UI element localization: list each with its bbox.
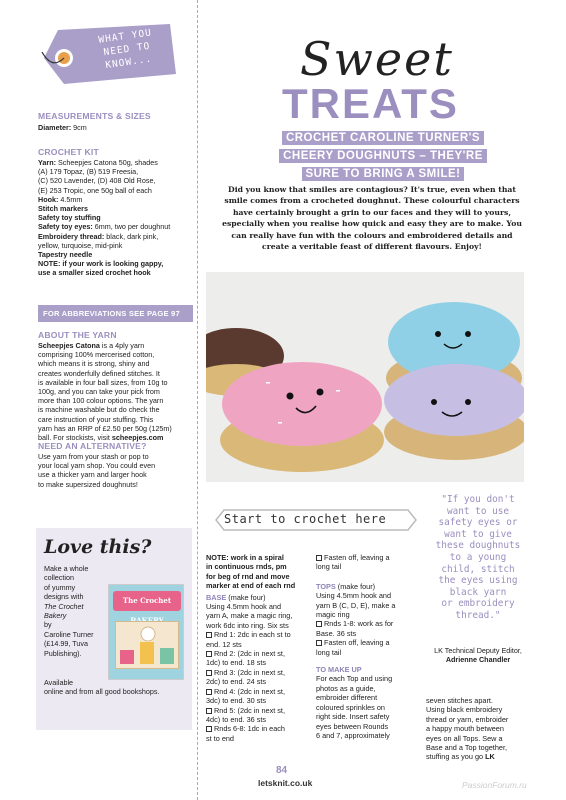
base-line: [206, 668, 306, 677]
yarn-text: creates wonderfully defined stitches. It: [38, 368, 160, 378]
kit-label: Tapestry needle: [38, 250, 93, 260]
quote-line: to a young: [449, 551, 507, 563]
kit-line: [38, 259, 188, 268]
checkbox-icon: [206, 670, 212, 676]
yarn-line: [38, 405, 188, 414]
note-line: marker at end of each rnd: [206, 581, 296, 591]
kit-text: black, dark pink,: [104, 231, 159, 241]
make-up-line: coloured sprinkles on: [316, 702, 385, 712]
make-up-line: [426, 724, 532, 733]
yarn-line: [38, 359, 188, 368]
book-cover-title: The Crochet: [113, 591, 181, 611]
yarn-text: which means it is strong, shiny and: [38, 359, 150, 369]
tops-instructions: [316, 591, 420, 657]
kit-label: use a smaller sized crochet hook: [38, 268, 151, 278]
kit-line: [38, 213, 188, 222]
checkbox-icon: [206, 689, 212, 695]
yarn-line: [38, 424, 188, 433]
love-this-availability: Available online and from all good bookshops.: [44, 678, 160, 697]
base-line-text: Rnd 4: (2dc in next st,: [214, 686, 285, 696]
yarn-text: comprising 100% mercerised cotton,: [38, 350, 155, 360]
page-number: 84: [276, 765, 288, 776]
crochet-kit-list: [38, 158, 188, 278]
quote-line: "If you don't: [441, 494, 515, 505]
checkbox-icon: [316, 555, 322, 561]
quote-attribution: LK Technical Deputy Editor, Adrienne Chandler: [434, 646, 522, 665]
kit-line: [38, 250, 188, 259]
yarn-name: Scheepjes Catona: [38, 341, 100, 350]
yarn-line: [38, 341, 188, 350]
kit-label: Yarn:: [38, 158, 56, 167]
base-line-text: Rnd 1: 2dc in each st to: [214, 630, 291, 640]
alt-line: Use yarn from your stash or pop to: [38, 452, 149, 461]
kit-label: Stitch markers: [38, 204, 88, 214]
yarn-text: is available in four ball sizes, from 10g to: [38, 377, 168, 387]
base-line-text: end. 12 sts: [206, 639, 242, 649]
base-line-text: work 6dc into ring. Six sts: [206, 620, 289, 630]
yarn-text: 100g, and you can take your pick from: [38, 387, 160, 397]
kit-line: [38, 195, 188, 204]
yarn-text: care instruction of your stuffing. This: [38, 414, 154, 424]
book-cover-shelf: [115, 621, 179, 669]
fasten-line: [316, 562, 420, 571]
tops-line-text: magic ring: [316, 610, 350, 620]
kit-line: [38, 232, 188, 241]
love-this-text: Make a whole collection of yummy designs with The Crochet Bakery by Caroline Turner (£14.99, Tuva Publishing).: [44, 564, 94, 658]
kit-text: (E) 253 Tropic, one 50g ball of each: [38, 185, 152, 195]
quote-line: child, stitch: [441, 563, 515, 575]
about-yarn-heading: ABOUT THE YARN: [38, 330, 117, 340]
quote-line: want to use: [446, 505, 510, 517]
yarn-line: [38, 350, 188, 359]
yarn-text: more than 100 colour options. The yarn: [38, 396, 164, 406]
subheading: CROCHET CAROLINE TURNER'S CHEERY DOUGHNUTS – THEY'RE SURE TO BRING A SMILE!: [258, 128, 508, 182]
love-this-box: [36, 528, 192, 730]
quote-line: black yarn: [449, 586, 507, 598]
lk-sign: LK: [485, 752, 495, 762]
fasten-line-text: Fasten off, leaving a: [324, 553, 390, 562]
base-line: [206, 611, 306, 620]
base-heading: BASE (make four): [206, 592, 266, 602]
yarn-line: [38, 378, 188, 387]
yarn-text: ball. For stockists, visit: [38, 433, 112, 443]
make-up-continued: [426, 696, 532, 762]
tops-line: [316, 648, 420, 657]
make-up-instructions: [316, 674, 420, 740]
tops-line-text: Base. 36 sts: [316, 628, 357, 638]
base-line-text: Rnd 2: (2dc in next st,: [214, 649, 285, 659]
make-up-line: eyes between Rounds: [316, 721, 389, 731]
fasten-line-text: long tail: [316, 562, 342, 572]
badge-text: WHAT YOU NEED TO KNOW...: [97, 27, 153, 72]
checkbox-icon: [206, 632, 212, 638]
fasten-off-base: [316, 553, 420, 572]
tops-line-text: Fasten off, leaving a: [324, 638, 390, 648]
pattern-column-2: [316, 553, 420, 740]
kit-text: (C) 520 Lavender, (D) 408 Old Rose,: [38, 176, 156, 186]
make-up-text: a happy mouth between: [426, 724, 504, 734]
base-line-text: Rnd 3: (2dc in next st,: [214, 667, 285, 677]
kit-label: Embroidery thread:: [38, 231, 105, 241]
base-line-text: 2dc) to end. 24 sts: [206, 677, 267, 687]
alt-line: use a thicker yarn and larger hook: [38, 470, 147, 480]
what-you-need-badge: [40, 22, 178, 88]
kit-line: [38, 222, 188, 231]
site-url[interactable]: letsknit.co.uk: [258, 778, 313, 788]
base-line-text: st to end: [206, 733, 234, 743]
make-up-text: Base and a Top together,: [426, 743, 508, 753]
base-line: [206, 696, 306, 705]
start-to-crochet-text: Start to crochet here: [224, 512, 387, 526]
kit-text: yellow, turquoise, mid-pink: [38, 240, 123, 250]
quote-line: want to give: [444, 528, 512, 540]
make-up-line: For each Top and using: [316, 674, 393, 684]
make-up-heading: TO MAKE UP: [316, 665, 362, 675]
note-line: in continuous rnds, pm: [206, 562, 287, 572]
alternative-text: [38, 452, 188, 489]
yarn-site-link: scheepjes.com: [111, 433, 164, 443]
column-divider: [197, 0, 198, 800]
doughnuts-photo: [206, 272, 524, 482]
kit-line: [38, 186, 188, 195]
doughnuts-illustration: [206, 272, 524, 482]
make-up-line: [426, 734, 532, 743]
crochet-kit-heading: CROCHET KIT: [38, 147, 99, 157]
fasten-line: [316, 553, 420, 562]
measurements-heading: MEASUREMENTS & SIZES: [38, 111, 151, 121]
make-up-line: [426, 696, 532, 705]
kit-label: Hook:: [38, 194, 59, 204]
yarn-text: is machine washable but do check the: [38, 405, 160, 415]
alt-line: to make supersized doughnuts!: [38, 479, 138, 489]
make-up-text: thread or yarn, embroider: [426, 714, 509, 724]
yarn-line: [38, 396, 188, 405]
yarn-text: is a 4ply yarn: [99, 341, 145, 350]
pattern-column-3: [426, 696, 532, 762]
make-up-line: [426, 705, 532, 714]
checkbox-icon: [316, 640, 322, 646]
checkbox-icon: [206, 708, 212, 714]
kit-label: Safety toy stuffing: [38, 213, 101, 223]
pull-quote: [424, 494, 532, 622]
base-line-text: 1dc) to end. 18 sts: [206, 658, 267, 668]
make-up-line: [426, 752, 532, 761]
diameter-line: Diameter: 9cm: [38, 123, 87, 132]
kit-text: (A) 179 Topaz, (B) 519 Freesia,: [38, 167, 139, 177]
yarn-line: [38, 369, 188, 378]
base-line-text: 3dc) to end. 30 sts: [206, 696, 267, 706]
kit-text: 4.5mm: [58, 194, 83, 204]
kit-line: [38, 158, 188, 167]
abbreviations-bar: FOR ABBREVIATIONS SEE PAGE 97: [38, 305, 193, 322]
about-yarn-text: [38, 341, 188, 442]
kit-text: Scheepjes Catona 50g, shades: [55, 158, 158, 167]
kit-line: [38, 268, 188, 277]
yarn-line: [38, 415, 188, 424]
base-line-text: Rnds 6-8: 1dc in each: [214, 724, 285, 734]
base-line: [206, 734, 306, 743]
alternative-heading: NEED AN ALTERNATIVE?: [38, 441, 147, 451]
tops-line-text: Using 4.5mm hook and: [316, 591, 392, 601]
watermark: PassionForum.ru: [462, 780, 527, 790]
yarn-text: yarn has an RRP of £2.50 per 50g (125m): [38, 423, 172, 433]
kit-label: Safety toy eyes:: [38, 222, 93, 232]
kit-line: [38, 204, 188, 213]
quote-line: safety eyes or: [438, 517, 518, 529]
title-treats: TREATS: [282, 80, 459, 127]
checkbox-icon: [316, 621, 322, 627]
yarn-line: [38, 387, 188, 396]
alt-line: your local yarn shop. You could even: [38, 461, 156, 471]
base-line: [206, 630, 306, 639]
make-up-text: stuffing as you go: [426, 752, 486, 762]
tops-heading: TOPS (make four): [316, 581, 376, 591]
love-this-title: Love this?: [44, 536, 152, 558]
base-line-text: 4dc) to end. 36 sts: [206, 714, 267, 724]
quote-line: or embroidery: [441, 598, 515, 610]
base-line: [206, 649, 306, 658]
base-line: [206, 706, 306, 715]
make-up-line: right side. Insert safety: [316, 712, 390, 722]
base-line: [206, 621, 306, 630]
kit-text: 6mm, two per doughnut: [92, 222, 171, 232]
pattern-column-1: [206, 553, 306, 743]
base-line: [206, 715, 306, 724]
checkbox-icon: [206, 726, 212, 732]
tops-line: [316, 610, 420, 619]
note-line: NOTE: work in a spiral: [206, 553, 284, 562]
base-line: [206, 724, 306, 733]
base-line: [206, 658, 306, 667]
note-line: for beg of rnd and move: [206, 571, 290, 581]
kit-line: [38, 241, 188, 250]
base-instructions: [206, 602, 306, 743]
quote-line: these doughnuts: [435, 540, 521, 552]
tops-line: [316, 629, 420, 638]
tops-line-text: Rnds 1-8: work as for: [324, 619, 394, 629]
make-up-text: eyes on all Tops. Sew a: [426, 733, 503, 743]
kit-label: NOTE: if your work is looking gappy,: [38, 259, 164, 269]
base-line: [206, 602, 306, 611]
tops-line-text: long tail: [316, 647, 342, 657]
intro-paragraph: Did you know that smiles are contagious? It's true, even when that smile comes from a crocheted doughnut. These colourful characters have certainly brought a grin to our faces and they will to yours, especially when you realise how quick and easy they are to make. You can really have fun with the colours and embroidered details and create a veritable feast of different flavours. Enjoy!: [222, 185, 522, 252]
make-up-line: embroider different: [316, 693, 378, 703]
base-line: [206, 677, 306, 686]
kit-line: [38, 176, 188, 185]
kit-line: [38, 167, 188, 176]
tops-line: [316, 601, 420, 610]
base-line: [206, 640, 306, 649]
make-up-line: 6 and 7, approximately: [316, 730, 390, 740]
cake-shelf-icon: [116, 622, 180, 670]
quote-line: thread.": [455, 609, 501, 621]
make-up-text: seven stitches apart.: [426, 696, 493, 705]
spiral-note: [206, 553, 306, 591]
base-line-text: Rnd 5: (2dc in next st,: [214, 705, 285, 715]
title-sweet: Sweet: [300, 32, 454, 86]
tops-line: [316, 591, 420, 600]
tops-line: [316, 638, 420, 647]
tops-line: [316, 619, 420, 628]
base-line-text: yarn A, make a magic ring,: [206, 611, 293, 621]
make-up-line: photos as a guide,: [316, 683, 376, 693]
tops-line-text: yarn B (C, D, E), make a: [316, 600, 396, 610]
book-cover-image: [108, 584, 184, 680]
quote-line: the eyes using: [438, 575, 518, 587]
base-line-text: Using 4.5mm hook and: [206, 602, 282, 612]
checkbox-icon: [206, 651, 212, 657]
make-up-line: [426, 715, 532, 724]
make-up-text: Using black embroidery: [426, 705, 503, 715]
make-up-line: [426, 743, 532, 752]
base-line: [206, 687, 306, 696]
